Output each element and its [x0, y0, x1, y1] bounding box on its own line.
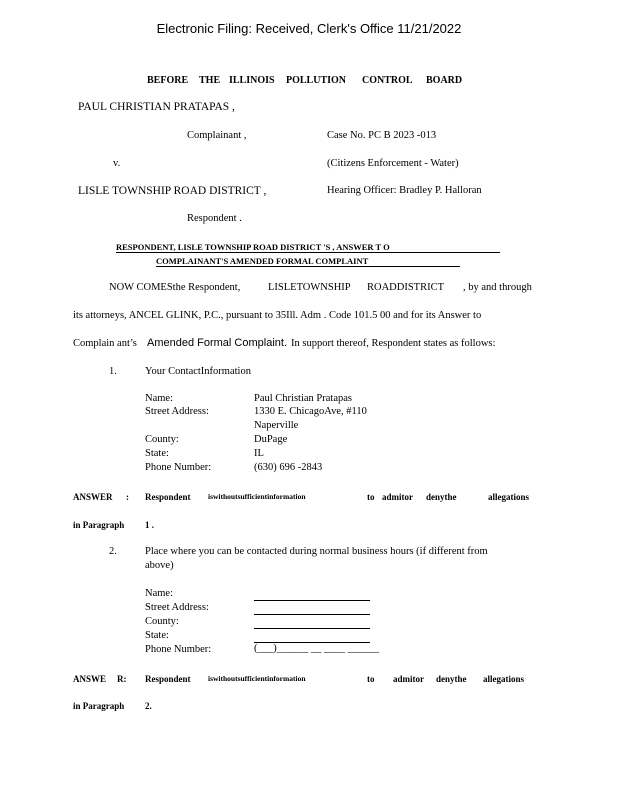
- answer2-word: allegations: [483, 674, 525, 684]
- answer2-word: admitor: [393, 674, 424, 684]
- item1-value: 1330 E. ChicagoAve, #110: [254, 406, 367, 417]
- answer2-word: Respondent: [145, 674, 191, 684]
- item2-number: 2.: [109, 546, 117, 557]
- item2-label: Name:: [145, 588, 173, 599]
- intro-now-comes: NOW COMESthe Respondent,: [109, 282, 241, 293]
- item2-line1: Place where you can be contacted during normal business hours (if different from: [145, 546, 488, 557]
- intro-by-and-through: , by and through: [463, 282, 532, 293]
- item2-label: Phone Number:: [145, 644, 212, 655]
- respondent-name: LISLE TOWNSHIP ROAD DISTRICT ,: [78, 185, 267, 197]
- case-number: Case No. PC B 2023 -013: [327, 130, 437, 141]
- intro-respondent-district: ROADDISTRICT: [367, 282, 445, 293]
- answer1-label: ANSWER: [73, 492, 113, 502]
- case-type: (Citizens Enforcement - Water): [327, 158, 459, 169]
- intro-complainants: Complain ant’s: [73, 338, 137, 349]
- answer1-colon: :: [126, 492, 129, 502]
- board-title-word: ILLINOIS: [229, 75, 275, 86]
- complainant-role: Complainant ,: [187, 130, 247, 141]
- item1-value: Naperville: [254, 420, 299, 431]
- answer2-word: to: [367, 674, 375, 684]
- item1-value: Paul Christian Pratapas: [254, 393, 352, 404]
- board-title-word: BOARD: [426, 75, 463, 86]
- phone-blank: (___)______ __ ____ ______: [254, 643, 380, 654]
- versus: v.: [113, 158, 121, 169]
- answer1-word: Respondent: [145, 492, 191, 502]
- item2-label: Street Address:: [145, 602, 209, 613]
- board-title-word: POLLUTION: [286, 75, 347, 86]
- doc-title-line1: RESPONDENT, LISLE TOWNSHIP ROAD DISTRICT 'S , ANSWER T O: [116, 242, 500, 253]
- intro-line2: its attorneys, ANCEL GLINK, P.C., pursuant to 35Ill. Adm . Code 101.5 00 and for its Answer to: [73, 310, 482, 321]
- item1-heading: Your ContactInformation: [145, 366, 251, 377]
- intro-line3-rest: In support thereof, Respondent states as follows:: [291, 338, 496, 349]
- name-blank-line: [254, 600, 370, 601]
- street-blank-line: [254, 614, 370, 615]
- item1-number: 1.: [109, 366, 117, 377]
- answer1-word: iswithoutsufficientinformation: [208, 492, 306, 501]
- item1-value: DuPage: [254, 434, 288, 445]
- doc-title-line2: COMPLAINANT'S AMENDED FORMAL COMPLAINT: [156, 256, 460, 267]
- county-blank-line: [254, 628, 370, 629]
- board-title-word: CONTROL: [362, 75, 413, 86]
- answer1-word: to: [367, 492, 375, 502]
- answer2-label: ANSWE: [73, 674, 107, 684]
- item2-label: State:: [145, 630, 169, 641]
- item1-label: Phone Number:: [145, 462, 212, 473]
- answer1-word: allegations: [488, 492, 530, 502]
- item1-value: (630) 696 -2843: [254, 462, 323, 473]
- item1-label: State:: [145, 448, 169, 459]
- complainant-name: PAUL CHRISTIAN PRATAPAS ,: [78, 101, 235, 113]
- answer2-word: iswithoutsufficientinformation: [208, 674, 306, 683]
- answer2-colon: R:: [117, 674, 127, 684]
- intro-amended-complaint: Amended Formal Complaint.: [147, 337, 288, 349]
- item1-value: IL: [254, 448, 264, 459]
- intro-respondent-name: LISLETOWNSHIP: [268, 282, 351, 293]
- answer2-word: denythe: [436, 674, 467, 684]
- respondent-role: Respondent .: [187, 213, 242, 224]
- item1-label: County:: [145, 434, 179, 445]
- item2-line2: above): [145, 560, 174, 571]
- answer2-paragraph-number: 2.: [145, 701, 152, 711]
- item1-label: Name:: [145, 393, 173, 404]
- item1-label: Street Address:: [145, 406, 209, 417]
- answer1-paragraph-number: 1 .: [145, 520, 154, 530]
- answer1-word: denythe: [426, 492, 457, 502]
- board-title-word: THE: [199, 75, 221, 86]
- hearing-officer: Hearing Officer: Bradley P. Halloran: [327, 185, 482, 196]
- answer1-word: admitor: [382, 492, 413, 502]
- board-title-word: BEFORE: [147, 75, 189, 86]
- answer2-paragraph: in Paragraph: [73, 701, 125, 711]
- item2-label: County:: [145, 616, 179, 627]
- filing-header: Electronic Filing: Received, Clerk's Office 11/21/2022: [156, 21, 462, 36]
- answer1-paragraph: in Paragraph: [73, 520, 125, 530]
